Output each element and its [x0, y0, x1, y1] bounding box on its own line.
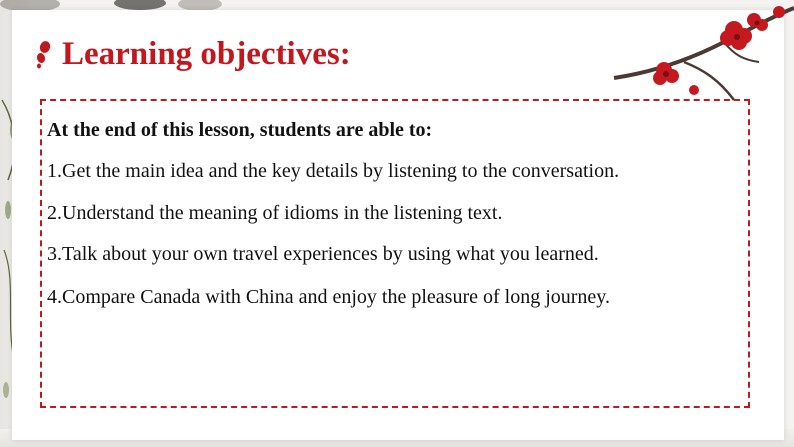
- petals-bullet-icon: [34, 40, 54, 70]
- objective-item-3: 3.Talk about your own travel experiences by using what you learned.: [47, 243, 599, 265]
- objectives-intro: At the end of this lesson, students are able to:: [47, 119, 433, 141]
- slide-title: Learning objectives:: [62, 36, 351, 72]
- objective-item-4: 4.Compare Canada with China and enjoy the pleasure of long journey.: [47, 286, 610, 308]
- objective-item-2: 2.Understand the meaning of idioms in the listening text.: [47, 202, 503, 224]
- objective-item-1: 1.Get the main idea and the key details by listening to the conversation.: [47, 160, 620, 182]
- blossom-branch-icon: [594, 0, 794, 105]
